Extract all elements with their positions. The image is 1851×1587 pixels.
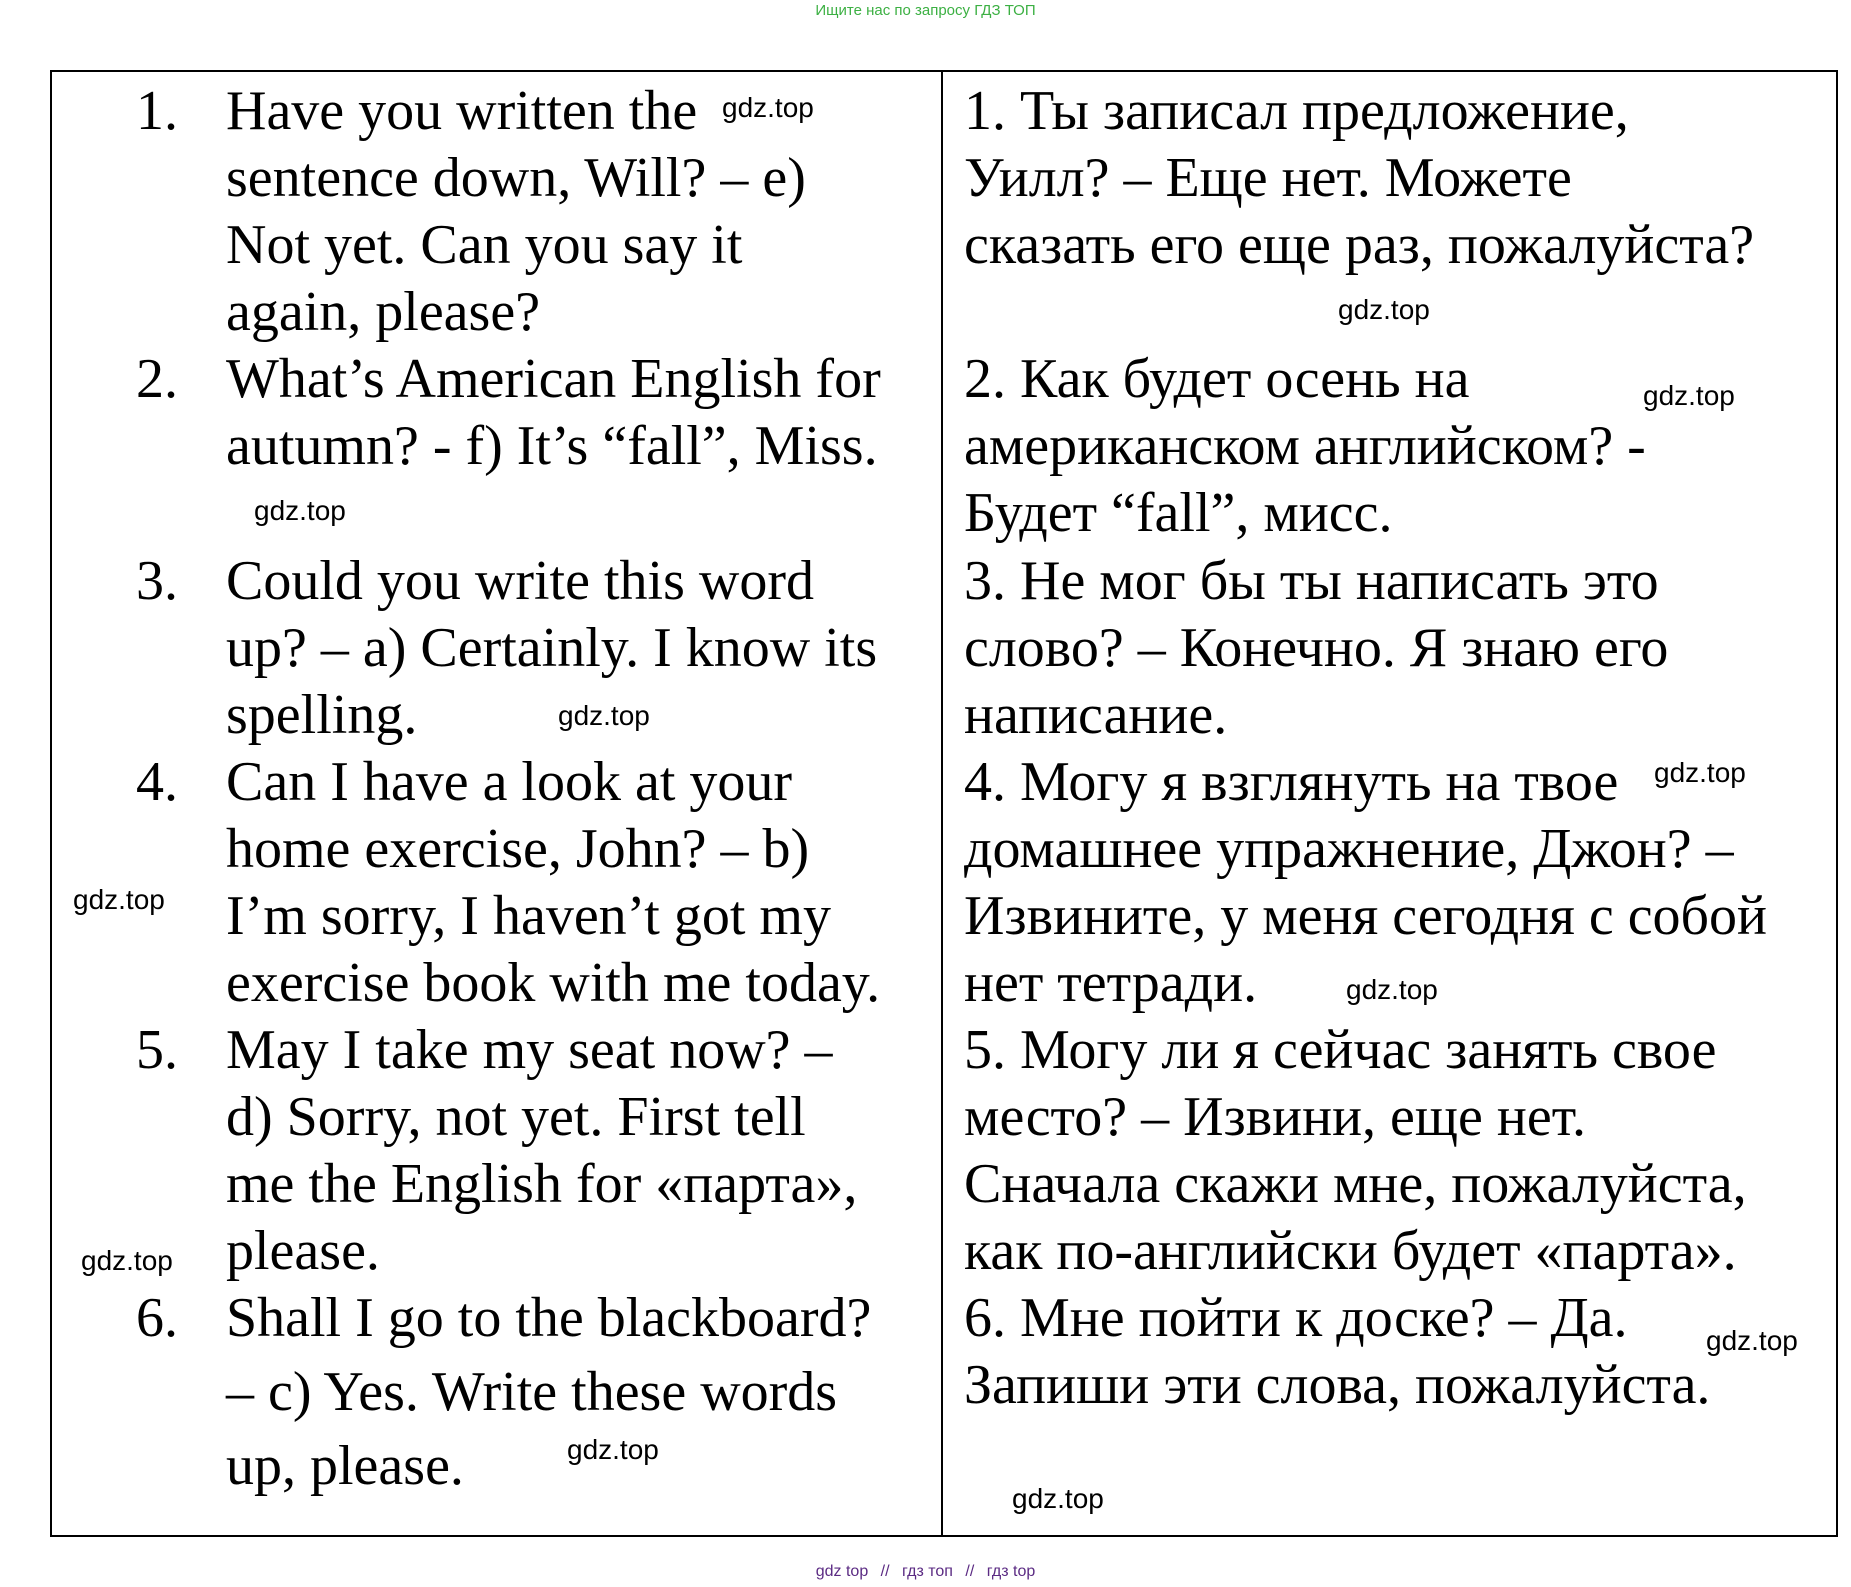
left-line: up, please. <box>226 1435 464 1497</box>
footer <box>0 1563 1851 1581</box>
watermark: gdz.top <box>1654 757 1746 788</box>
left-line: Shall I go to the blackboard? <box>226 1287 872 1349</box>
left-line: Not yet. Can you say it <box>226 214 743 276</box>
right-line: домашнее упражнение, Джон? – <box>964 818 1734 880</box>
top-banner: Ищите нас по запросу ГДЗ ТОП <box>815 2 1036 19</box>
right-line: 1. Ты записал предложение, <box>964 80 1629 142</box>
left-line: home exercise, John? – b) <box>226 818 810 880</box>
left-line: – c) Yes. Write these words <box>226 1361 838 1423</box>
left-line: up? – a) Certainly. I know its <box>226 617 878 679</box>
left-line: sentence down, Will? – e) <box>226 147 806 209</box>
right-line: 6. Мне пойти к доске? – Да. <box>964 1287 1628 1349</box>
watermark: gdz.top <box>1643 380 1735 411</box>
watermark: gdz.top <box>1012 1483 1104 1514</box>
right-line: 3. Не мог бы ты написать это <box>964 550 1659 612</box>
watermark: gdz.top <box>567 1434 659 1465</box>
left-line: again, please? <box>226 281 541 343</box>
right-line: американском английском? - <box>964 415 1646 477</box>
left-line: Have you written the <box>226 80 698 142</box>
item-number: 3. <box>136 550 178 612</box>
item-number: 4. <box>136 751 178 813</box>
item-number: 5. <box>136 1019 178 1081</box>
watermark: gdz.top <box>1338 294 1430 325</box>
footer-link[interactable]: гдз топ <box>902 1563 953 1580</box>
right-line: Запиши эти слова, пожалуйста. <box>964 1354 1711 1416</box>
left-line: spelling. <box>226 684 418 746</box>
footer-link[interactable]: гдз top <box>986 1563 1036 1580</box>
item-number: 1. <box>136 80 178 142</box>
watermark: gdz.top <box>1346 974 1438 1005</box>
right-line: место? – Извини, еще нет. <box>964 1086 1586 1148</box>
right-line: нет тетради. <box>964 952 1258 1014</box>
right-line: написание. <box>964 684 1228 746</box>
left-line: please. <box>226 1220 380 1282</box>
left-line: I’m sorry, I haven’t got my <box>226 885 831 947</box>
watermark: gdz.top <box>558 700 650 731</box>
left-line: Can I have a look at your <box>226 751 793 813</box>
watermark: gdz.top <box>81 1245 173 1276</box>
left-line: What’s American English for <box>226 348 881 410</box>
right-line: Уилл? – Еще нет. Можете <box>964 147 1572 209</box>
left-line: me the English for «парта», <box>226 1153 858 1215</box>
right-line: слово? – Конечно. Я знаю его <box>964 617 1669 679</box>
watermark: gdz.top <box>73 884 165 915</box>
watermark: gdz.top <box>722 92 814 123</box>
left-line: exercise book with me today. <box>226 952 881 1014</box>
left-line: d) Sorry, not yet. First tell <box>226 1086 806 1148</box>
footer-link[interactable]: gdz top <box>815 1563 869 1580</box>
item-number: 6. <box>136 1287 178 1349</box>
right-line: 5. Могу ли я сейчас занять свое <box>964 1019 1717 1081</box>
watermark: gdz.top <box>254 495 346 526</box>
right-line: сказать его еще раз, пожалуйста? <box>964 214 1755 276</box>
footer-separator: // <box>965 1563 975 1580</box>
right-line: как по-английски будет «парта». <box>964 1220 1737 1282</box>
right-line: Извините, у меня сегодня с собой <box>964 885 1768 947</box>
right-line: 4. Могу я взглянуть на твое <box>964 751 1619 813</box>
item-number: 2. <box>136 348 178 410</box>
left-line: May I take my seat now? – <box>226 1019 833 1081</box>
left-line: autumn? - f) It’s “fall”, Miss. <box>226 415 878 477</box>
right-line: 2. Как будет осень на <box>964 348 1470 410</box>
right-line: Сначала скажи мне, пожалуйста, <box>964 1153 1747 1215</box>
column-divider <box>941 72 943 1535</box>
footer-separator: // <box>880 1563 890 1580</box>
left-line: Could you write this word <box>226 550 814 612</box>
watermark: gdz.top <box>1706 1325 1798 1356</box>
right-line: Будет “fall”, мисс. <box>964 482 1393 544</box>
